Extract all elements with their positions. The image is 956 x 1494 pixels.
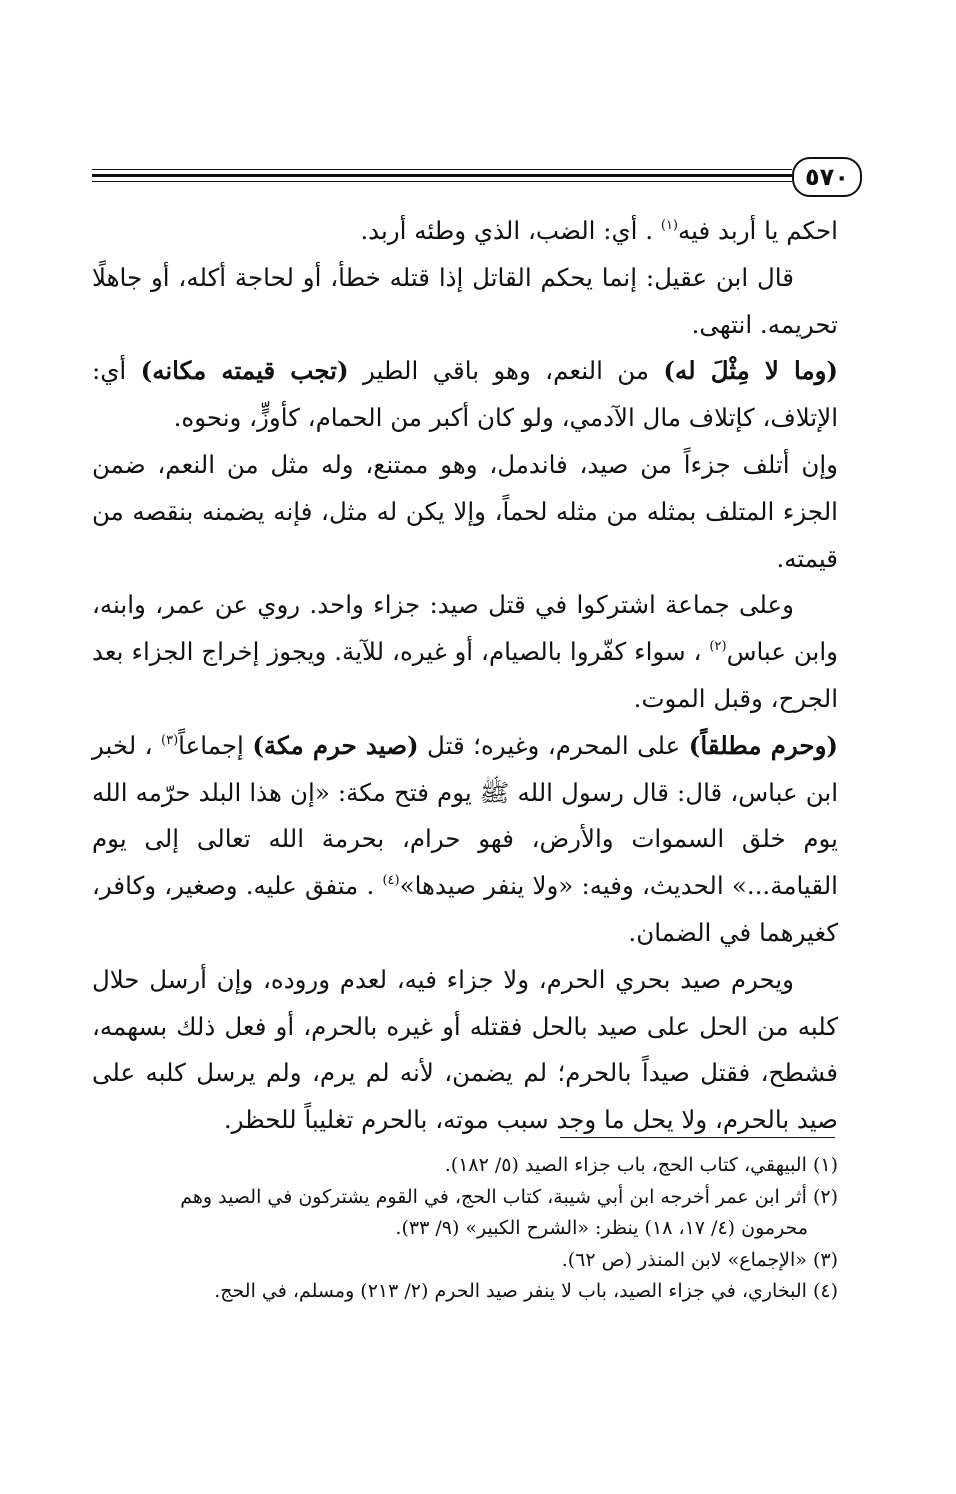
paragraph-6: (وحرم مطلقاً) على المحرم، وغيره؛ قتل (صيد حرم مكة) إجماعاً$^{(٣)}$ ، لخبر ابن عباس، قال: قال رسول الله ﷺ يوم فتح مكة: «إن هذا البلد حرّمه الله يوم خلق السموات والأرض، فهو حرام، بحرمة الله تعالى إلى يوم القيامة...» الحديث، وفيه: «ولا ينفر صيدها»$^{(٤)}$ . متفق عليه. وصغير، وكافر، كغيرهما في الضمان.: [92, 730, 838, 947]
paragraph-5: وعلى جماعة اشتركوا في قتل صيد: جزاء واحد. روي عن عمر، وابنه، وابن عباس$^{(٢)}$ ، سواء كفّروا بالصيام، أو غيره، للآية. ويجوز إخراج الجزاء بعد الجرح، وقبل الموت.: [92, 590, 839, 713]
footnote-3: (٣) «الإجماع» لابن المنذر (ص ٦٢).: [561, 1248, 838, 1271]
paragraph-7: ويحرم صيد بحري الحرم، ولا جزاء فيه، لعدم وروده، وإن أرسل حلال كلبه من الحل على صيد بالحل فقتله أو غيره بالحرم، أو فعل ذلك بسهمه، فشطح، فقتل صيداً بالحرم؛ لم يضمن، لأنه لم يرم، ولم يرسل كلبه على صيد بالحرم، ولا يحل ما وجد سبب موته، بالحرم تغليباً للحظر.: [92, 964, 838, 1135]
matn-phrase: (وما لا مِثْلَ له): [663, 356, 838, 386]
paragraph-3: (وما لا مِثْلَ له) من النعم، وهو باقي الطير (تجب قيمته مكانه) أي: الإتلاف، كإتلاف مال الآدمي، ولو كان أكبر من الحمام، كأوزٍّ، ونحوه.: [92, 356, 838, 433]
main-text: [92, 208, 838, 1144]
footnote-4: (٤) البخاري، في جزاء الصيد، باب لا ينفر صيد الحرم (٢/ ٢١٣) ومسلم، في الحج.: [214, 1280, 838, 1302]
matn-phrase: (تجب قيمته مكانه): [140, 356, 349, 386]
page-header: [92, 155, 862, 195]
matn-phrase: (وحرم مطلقاً): [688, 730, 838, 760]
header-rule: [92, 169, 792, 183]
paragraph-2: قال ابن عقيل: إنما يحكم القاتل إذا قتله خطأ، أو لحاجة أكله، أو جاهلًا تحريمه. انتهى.: [92, 262, 838, 339]
footnote-2-continuation: محرمون (٤/ ١٧، ١٨) ينظر: «الشرح الكبير» (٩/ ٣٣).: [395, 1217, 808, 1239]
footnote-ref-4: (٤): [382, 873, 400, 889]
footnote-2: (٢) أثر ابن عمر أخرجه ابن أبي شيبة، كتاب الحج، في القوم يشتركون في الصيد وهم: [180, 1185, 838, 1208]
page-number: ٥٧٠: [792, 157, 862, 197]
footnotes: [118, 1150, 838, 1308]
footnote-1: (١) البيهقي، كتاب الحج، باب جزاء الصيد (٥/ ١٨٢).: [444, 1154, 838, 1176]
footnote-ref-1: (١): [660, 218, 678, 233]
paragraph-4: وإن أتلف جزءاً من صيد، فاندمل، وهو ممتنع، وله مثل من النعم، ضمن الجزء المتلف بمثله من مثله لحماً، وإلا يكن له مثل، فإنه يضمنه بنقصه من قيمته.: [92, 449, 838, 573]
paragraph-1: احكم يا أربد فيه$^{(١)}$ . أي: الضب، الذي وطئه أربد.: [360, 216, 838, 245]
footnote-ref-2: (٢): [709, 639, 727, 655]
footnote-separator: [560, 1137, 835, 1138]
matn-phrase: (صيد حرم مكة): [252, 730, 419, 760]
footnote-ref-3: (٣): [161, 732, 179, 748]
